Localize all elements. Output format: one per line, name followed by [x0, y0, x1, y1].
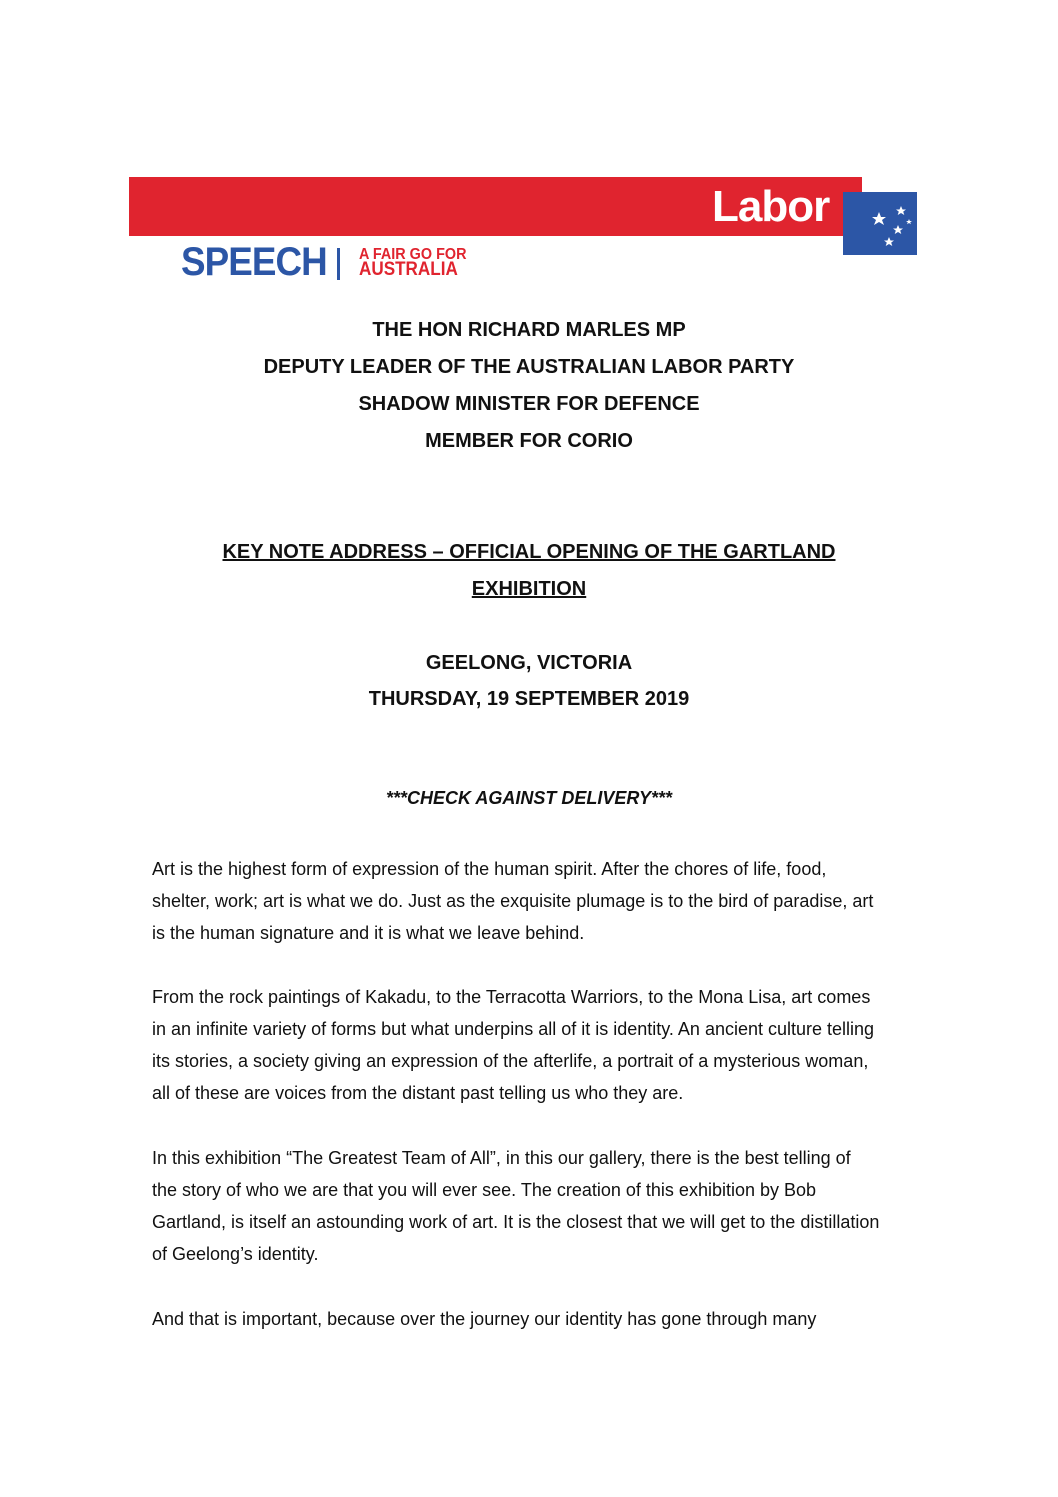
paragraph-line: Art is the highest form of expression of the human spirit. After the chores of life, food,	[152, 859, 827, 879]
tagline-line1: A FAIR GO FOR	[359, 246, 467, 263]
delivery-notice: ***CHECK AGAINST DELIVERY***	[385, 788, 673, 808]
southern-cross-icon	[843, 192, 917, 255]
paragraph-4	[152, 1303, 912, 1335]
paragraph-2	[152, 981, 912, 1109]
paragraph-3	[152, 1142, 912, 1270]
speaker-role-deputy-leader: DEPUTY LEADER OF THE AUSTRALIAN LABOR PARTY	[263, 356, 795, 378]
paragraph-line: of Geelong’s identity.	[152, 1244, 319, 1264]
speaker-role-shadow-minister: SHADOW MINISTER FOR DEFENCE	[358, 393, 700, 415]
speech-date: THURSDAY, 19 SEPTEMBER 2019	[368, 688, 690, 710]
paragraph-line: the story of who we are that you will ever see. The creation of this exhibition by Bob	[152, 1180, 817, 1200]
paragraph-line: In this exhibition “The Greatest Team of All”, in this our gallery, there is the best telling of	[152, 1148, 851, 1168]
tagline	[359, 246, 478, 280]
paragraph-1	[152, 853, 912, 949]
paragraph-line: its stories, a society giving an expression of the afterlife, a portrait of a mysterious woman,	[152, 1051, 869, 1071]
speaker-name: THE HON RICHARD MARLES MP	[372, 319, 686, 341]
speech-location: GEELONG, VICTORIA	[425, 652, 633, 674]
speaker-role-member: MEMBER FOR CORIO	[425, 430, 633, 452]
speech-divider	[337, 248, 340, 280]
speech-title	[0, 541, 1058, 564]
speech-label: SPEECH	[181, 240, 327, 284]
paragraph-line: And that is important, because over the journey our identity has gone through many	[152, 1309, 817, 1329]
speech-title-line2: EXHIBITION	[471, 578, 587, 600]
paragraph-line: From the rock paintings of Kakadu, to the Terracotta Warriors, to the Mona Lisa, art comes	[152, 987, 871, 1007]
speech-title-line1: KEY NOTE ADDRESS – OFFICIAL OPENING OF THE GARTLAND	[222, 541, 836, 563]
paragraph-line: Gartland, is itself an astounding work of art. It is the closest that we will get to the distillation	[152, 1212, 880, 1232]
paragraph-line: all of these are voices from the distant past telling us who they are.	[152, 1083, 684, 1103]
labor-logo: Labor	[712, 182, 830, 231]
tagline-line2: AUSTRALIA	[359, 259, 458, 280]
paragraph-line: is the human signature and it is what we leave behind.	[152, 923, 585, 943]
paragraph-line: in an infinite variety of forms but what underpins all of it is identity. An ancient culture telling	[152, 1019, 875, 1039]
speech-title-continued	[0, 578, 1058, 601]
paragraph-line: shelter, work; art is what we do. Just as the exquisite plumage is to the bird of paradise, art	[152, 891, 874, 911]
